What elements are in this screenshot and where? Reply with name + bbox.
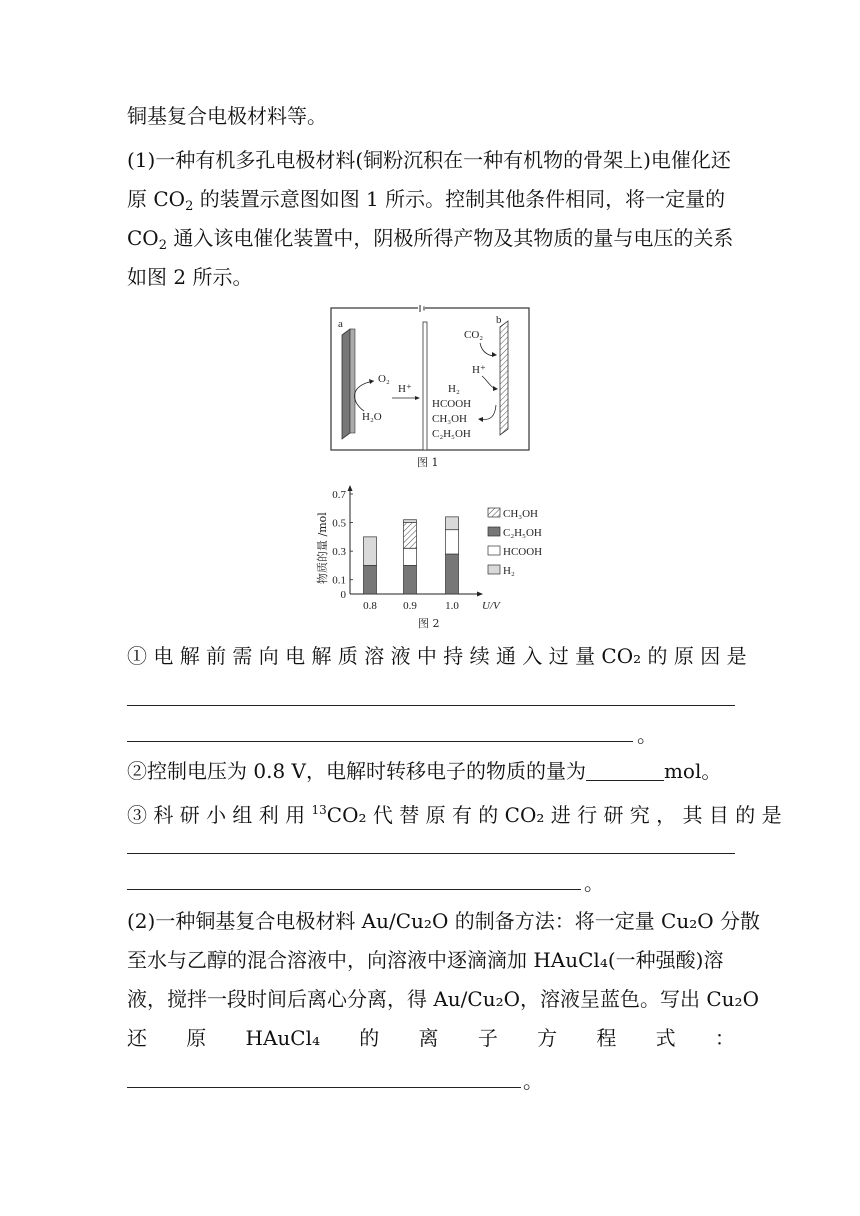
y-axis-label: 物质的量 /mol bbox=[316, 512, 329, 584]
end-mark-2: 。 bbox=[584, 871, 604, 895]
figure-2-bar-chart bbox=[300, 482, 570, 632]
bar-segment bbox=[404, 565, 417, 594]
bar-segment bbox=[364, 537, 377, 566]
electrode-a bbox=[342, 329, 350, 439]
answer-line-4[interactable] bbox=[127, 889, 581, 890]
x-axis-arrow bbox=[477, 592, 483, 597]
product-c2h5oh: C₂H₅OH bbox=[432, 428, 471, 440]
product-ch3oh: CH₃OH bbox=[432, 413, 468, 425]
y-axis-arrow bbox=[348, 485, 353, 491]
cell-container bbox=[331, 308, 529, 450]
legend-label: CH₃OH bbox=[503, 508, 539, 520]
x-tick-label: 0.8 bbox=[363, 600, 377, 612]
bar-segment bbox=[446, 530, 459, 554]
label-b: b bbox=[496, 314, 502, 326]
bar-segment bbox=[364, 565, 377, 594]
y-tick-label: 0.1 bbox=[332, 574, 346, 587]
hplus-label-left: H⁺ bbox=[398, 383, 412, 395]
y-tick-label: 0 bbox=[340, 589, 346, 601]
y-tick-label: 0.7 bbox=[332, 489, 346, 501]
figure-1-cell-diagram bbox=[330, 305, 532, 473]
electrode-b bbox=[500, 321, 508, 435]
q1-2-prompt: ②控制电压为 0.8 V，电解时转移电子的物质的量为 mol。 bbox=[127, 759, 722, 783]
q1-3-prompt: ③ 科 研 小 组 利 用 $^{13}$CO₂ 代 替 原 有 的 CO₂ 进 行 研 究 ， 其 目 的 是 bbox=[127, 803, 782, 827]
bar-segment bbox=[404, 548, 417, 565]
x-tick-label: 0.9 bbox=[403, 600, 417, 612]
end-mark-1: 。 bbox=[637, 723, 657, 747]
q1-line-4: 如图 2 所示。 bbox=[127, 265, 253, 289]
x-axis-label: U/V bbox=[482, 600, 500, 612]
product-h2: H₂ bbox=[448, 383, 460, 395]
legend-label: C₂H₅OH bbox=[503, 527, 542, 539]
end-mark-3: 。 bbox=[523, 1069, 543, 1093]
q1-1-prompt: ① 电 解 前 需 向 电 解 质 溶 液 中 持 续 通 入 过 量 CO₂ 的 原 因 是 bbox=[127, 644, 747, 668]
q2-line-4: 还 原 HAuCl₄ 的 离 子 方 程 式 ： bbox=[127, 1026, 735, 1050]
x-tick-label: 1.0 bbox=[445, 600, 459, 612]
figure-1-caption: 图 1 bbox=[417, 456, 439, 469]
intro-line: 铜基复合电极材料等。 bbox=[127, 104, 327, 128]
legend-swatch bbox=[488, 527, 500, 536]
bar-segment bbox=[404, 520, 417, 523]
co2-label: CO₂ bbox=[464, 329, 484, 341]
y-tick-label: 0.5 bbox=[332, 517, 346, 530]
figure-2-caption: 图 2 bbox=[418, 617, 440, 630]
label-a: a bbox=[338, 318, 343, 330]
h2o-label: H₂O bbox=[362, 411, 382, 423]
q1-line-1: (1)一种有机多孔电极材料(铜粉沉积在一种有机物的骨架上)电催化还 bbox=[127, 148, 731, 172]
o2-label: O₂ bbox=[378, 373, 390, 385]
q2-line-1: (2)一种铜基复合电极材料 Au/Cu₂O 的制备方法：将一定量 Cu₂O 分散 bbox=[127, 909, 761, 933]
q1-line-3: $CO_2$ 通入该电催化装置中，阴极所得产物及其物质的量与电压的关系 bbox=[127, 226, 734, 253]
hplus-label-right: H⁺ bbox=[472, 364, 486, 376]
answer-blank-mol[interactable] bbox=[586, 760, 664, 781]
bar-segment bbox=[446, 554, 459, 594]
q2-line-3: 液，搅拌一段时间后离心分离，得 Au/Cu₂O，溶液呈蓝色。写出 Cu₂O bbox=[127, 987, 759, 1011]
legend-swatch bbox=[488, 508, 500, 517]
bar-segment bbox=[446, 517, 459, 530]
legend-swatch bbox=[488, 546, 500, 555]
legend-swatch bbox=[488, 565, 500, 574]
q1-line-2: 原 $CO_2$ 的装置示意图如图 1 所示。控制其他条件相同，将一定量的 bbox=[127, 187, 726, 214]
bar-segment bbox=[404, 523, 417, 549]
q2-line-2: 至水与乙醇的混合溶液中，向溶液中逐滴滴加 HAuCl₄(一种强酸)溶 bbox=[127, 948, 724, 972]
legend-label: H₂ bbox=[503, 565, 515, 577]
answer-line-2[interactable] bbox=[127, 741, 633, 742]
legend-label: HCOOH bbox=[503, 546, 543, 558]
answer-line-3[interactable] bbox=[127, 853, 735, 854]
answer-line-5[interactable] bbox=[127, 1087, 521, 1088]
product-hcooh: HCOOH bbox=[432, 398, 472, 410]
answer-line-1[interactable] bbox=[127, 705, 735, 706]
y-tick-label: 0.3 bbox=[332, 546, 346, 559]
membrane bbox=[423, 322, 427, 450]
